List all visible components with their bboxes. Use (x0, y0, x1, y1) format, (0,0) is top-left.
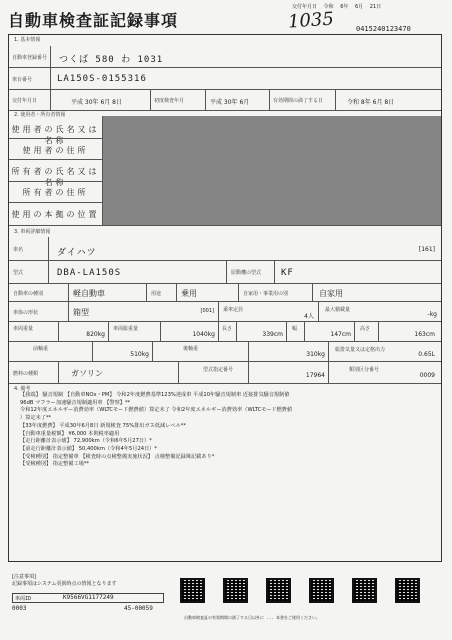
class-number-label: 類別区分番号 (349, 367, 380, 373)
vehicle-id-box (12, 593, 164, 603)
expiry-value: 令和 8年 6月 8日 (347, 99, 395, 106)
vehicle-id-label: 車両ID (15, 596, 32, 602)
remarks-line: 【走行距離計表示値】 72,900km（令和6年5月27日）* (20, 438, 152, 445)
gross-label: 車両総重量 (113, 326, 139, 332)
purpose-value: 自家用 (319, 289, 343, 298)
remarks-line: 【自動車重量税額】 ¥6,000 本則税率適用 (20, 430, 120, 437)
issue-month: 6月 (355, 4, 364, 10)
remarks-line: 【33年度燃費】 平成30年6月8日 新規検査 75%排出ガス低減レベル** (20, 422, 186, 429)
remarks-line: 【受検種別】 指定整備車 【検査時の点検整備実施状況】 点検整備記録簿記載あり* (20, 453, 215, 460)
body-value: 箱型 (73, 308, 89, 317)
qr-code-icon (266, 578, 291, 603)
rear-axle-label: 後軸重 (183, 346, 199, 352)
chassis-value: LA150S-0155316 (57, 74, 147, 84)
document-number: 0415240123470 (356, 25, 411, 33)
redacted-owner-info (103, 116, 441, 225)
weight-label: 車両重量 (13, 326, 34, 332)
owner-address-label: 所有者の住所 (22, 188, 89, 197)
front-axle-label: 前軸重 (33, 346, 49, 352)
purpose-label: 自家用・事業用の別 (243, 291, 289, 297)
footer-code-right: 45-00059 (124, 605, 153, 612)
length-label: 長さ (222, 326, 233, 332)
section-basic: 1. 基本情報 (14, 37, 41, 43)
plate-label: 自動車登録番号 (12, 55, 48, 61)
notes-text: 記録事項はシステム更新時点の情報となります (12, 581, 117, 587)
owner-name-label: 所有者の氏名又は名称 (11, 167, 100, 187)
capacity-label: 乗車定員 (223, 307, 244, 313)
capacity-value: 4人 (304, 313, 314, 320)
issue-day: 21日 (369, 4, 382, 10)
engine-value: KF (281, 268, 294, 278)
maker-row (9, 237, 441, 261)
maker-value: ダイハツ (57, 248, 97, 258)
body-code: [001] (200, 308, 214, 314)
issue-date (292, 3, 386, 10)
footer-code-left: 0003 (12, 605, 27, 612)
expiry-label: 有効期間の満了する日 (273, 98, 324, 104)
vehicle-id-value: K9566VG1177249 (63, 594, 114, 601)
model-value: DBA-LA150S (57, 268, 122, 278)
fuel-label: 燃料の種類 (13, 371, 39, 377)
qr-code-icon (352, 578, 377, 603)
plate-row (9, 46, 441, 68)
height-value: 163cm (414, 331, 435, 338)
first-reg-label: 交付年月日 (12, 98, 38, 104)
maxload-label: 最大積載量 (325, 307, 351, 313)
remarks-line: 【我端】 騒音規制 【自動車NOx・PM】 令和2年度燃費基準123%達成車 平成10年騒音規制車 近接排気騒音規制値 (20, 392, 290, 398)
document-title: 自動車検査証記録事項 (8, 11, 179, 30)
user-address-label: 使用者の住所 (22, 146, 89, 155)
qr-code-icon (223, 578, 248, 603)
maker-label: 車名 (13, 247, 24, 253)
width-value: 147cm (330, 331, 351, 338)
fuel-value: ガソリン (71, 369, 103, 378)
chassis-row (9, 68, 441, 90)
displacement-value: 0.65L (418, 351, 435, 358)
weight-value: 820kg (86, 331, 105, 338)
remarks-line: 令和12年度エネルギー消費効率（WLTCモード燃費値）算定未了 令和2年度エネルギー消費効率（WLTCモード燃費値 (20, 407, 293, 414)
gross-value: 1040kg (192, 331, 215, 338)
section-vehicle: 3. 車両詳細情報 (14, 229, 51, 235)
maxload-value: -kg (427, 311, 437, 318)
inspect-label: 初度検査年月 (154, 98, 185, 104)
fuel-row (9, 362, 441, 384)
body-row (9, 302, 441, 322)
user-name-label: 使用者の氏名又は名称 (11, 125, 100, 145)
section-remarks: 4. 備考 (14, 386, 31, 392)
remarks-line: ）算定未了** (20, 415, 52, 422)
model-label: 型式 (13, 270, 24, 276)
model-row (9, 261, 441, 284)
qr-code-icon (180, 578, 205, 603)
notes-block (12, 574, 117, 588)
qr-code-icon (395, 578, 420, 603)
displacement-label: 総排気量又は定格出力 (335, 347, 386, 353)
plate-value: つくば 580 わ 1031 (59, 55, 164, 65)
remarks-line: 【前走行距離計表示値】 50,400km（令和4年5月24日）* (20, 445, 158, 452)
type-number-value: 17964 (305, 372, 325, 379)
axle-row (9, 342, 441, 362)
dimensions-row (9, 322, 441, 342)
section-owner: 2. 使用者・所有者情報 (14, 112, 66, 118)
rear-axle-value: 310kg (306, 351, 325, 358)
bottom-note: 自動車検査証の有効期間の満了する日以外に ... 本書をご使用ください。 (184, 615, 321, 620)
remarks-line: 【受検種別】 指定整備工場** (20, 461, 90, 468)
inspect-value: 平成 30年 6月 (210, 99, 250, 106)
use-label: 用途 (151, 291, 162, 297)
issue-year: 6年 (340, 4, 349, 10)
notes-title: [注意事項] (12, 574, 36, 580)
remarks-line: 96dB マフラー加速騒音規制適用車 【警察】** (20, 399, 131, 406)
first-reg-value: 平成 30年 6月 8日 (71, 99, 122, 106)
front-axle-value: 510kg (130, 351, 149, 358)
chassis-label: 車台番号 (12, 77, 33, 83)
qr-code-icon (309, 578, 334, 603)
body-label: 車体の形状 (13, 310, 39, 316)
dates-row (9, 90, 441, 111)
issue-era: 令和 (323, 4, 334, 10)
kind-row (9, 284, 441, 302)
maker-code: [161] (418, 246, 435, 253)
kind-label: 自動車の種別 (13, 291, 44, 297)
type-number-label: 型式指定番号 (203, 367, 234, 373)
use-value: 乗用 (181, 289, 197, 298)
engine-label: 原動機の型式 (231, 270, 262, 276)
class-number-value: 0009 (419, 372, 435, 379)
issue-date-label: 交付年月日 (292, 4, 318, 10)
base-location-label: 使用の本拠の位置 (11, 210, 100, 219)
height-label: 高さ (360, 326, 371, 332)
remarks-text (20, 392, 430, 469)
width-label: 幅 (292, 326, 298, 332)
length-value: 339cm (262, 331, 283, 338)
kind-value: 軽自動車 (73, 289, 105, 298)
handwritten-number: 1035 (287, 8, 335, 33)
